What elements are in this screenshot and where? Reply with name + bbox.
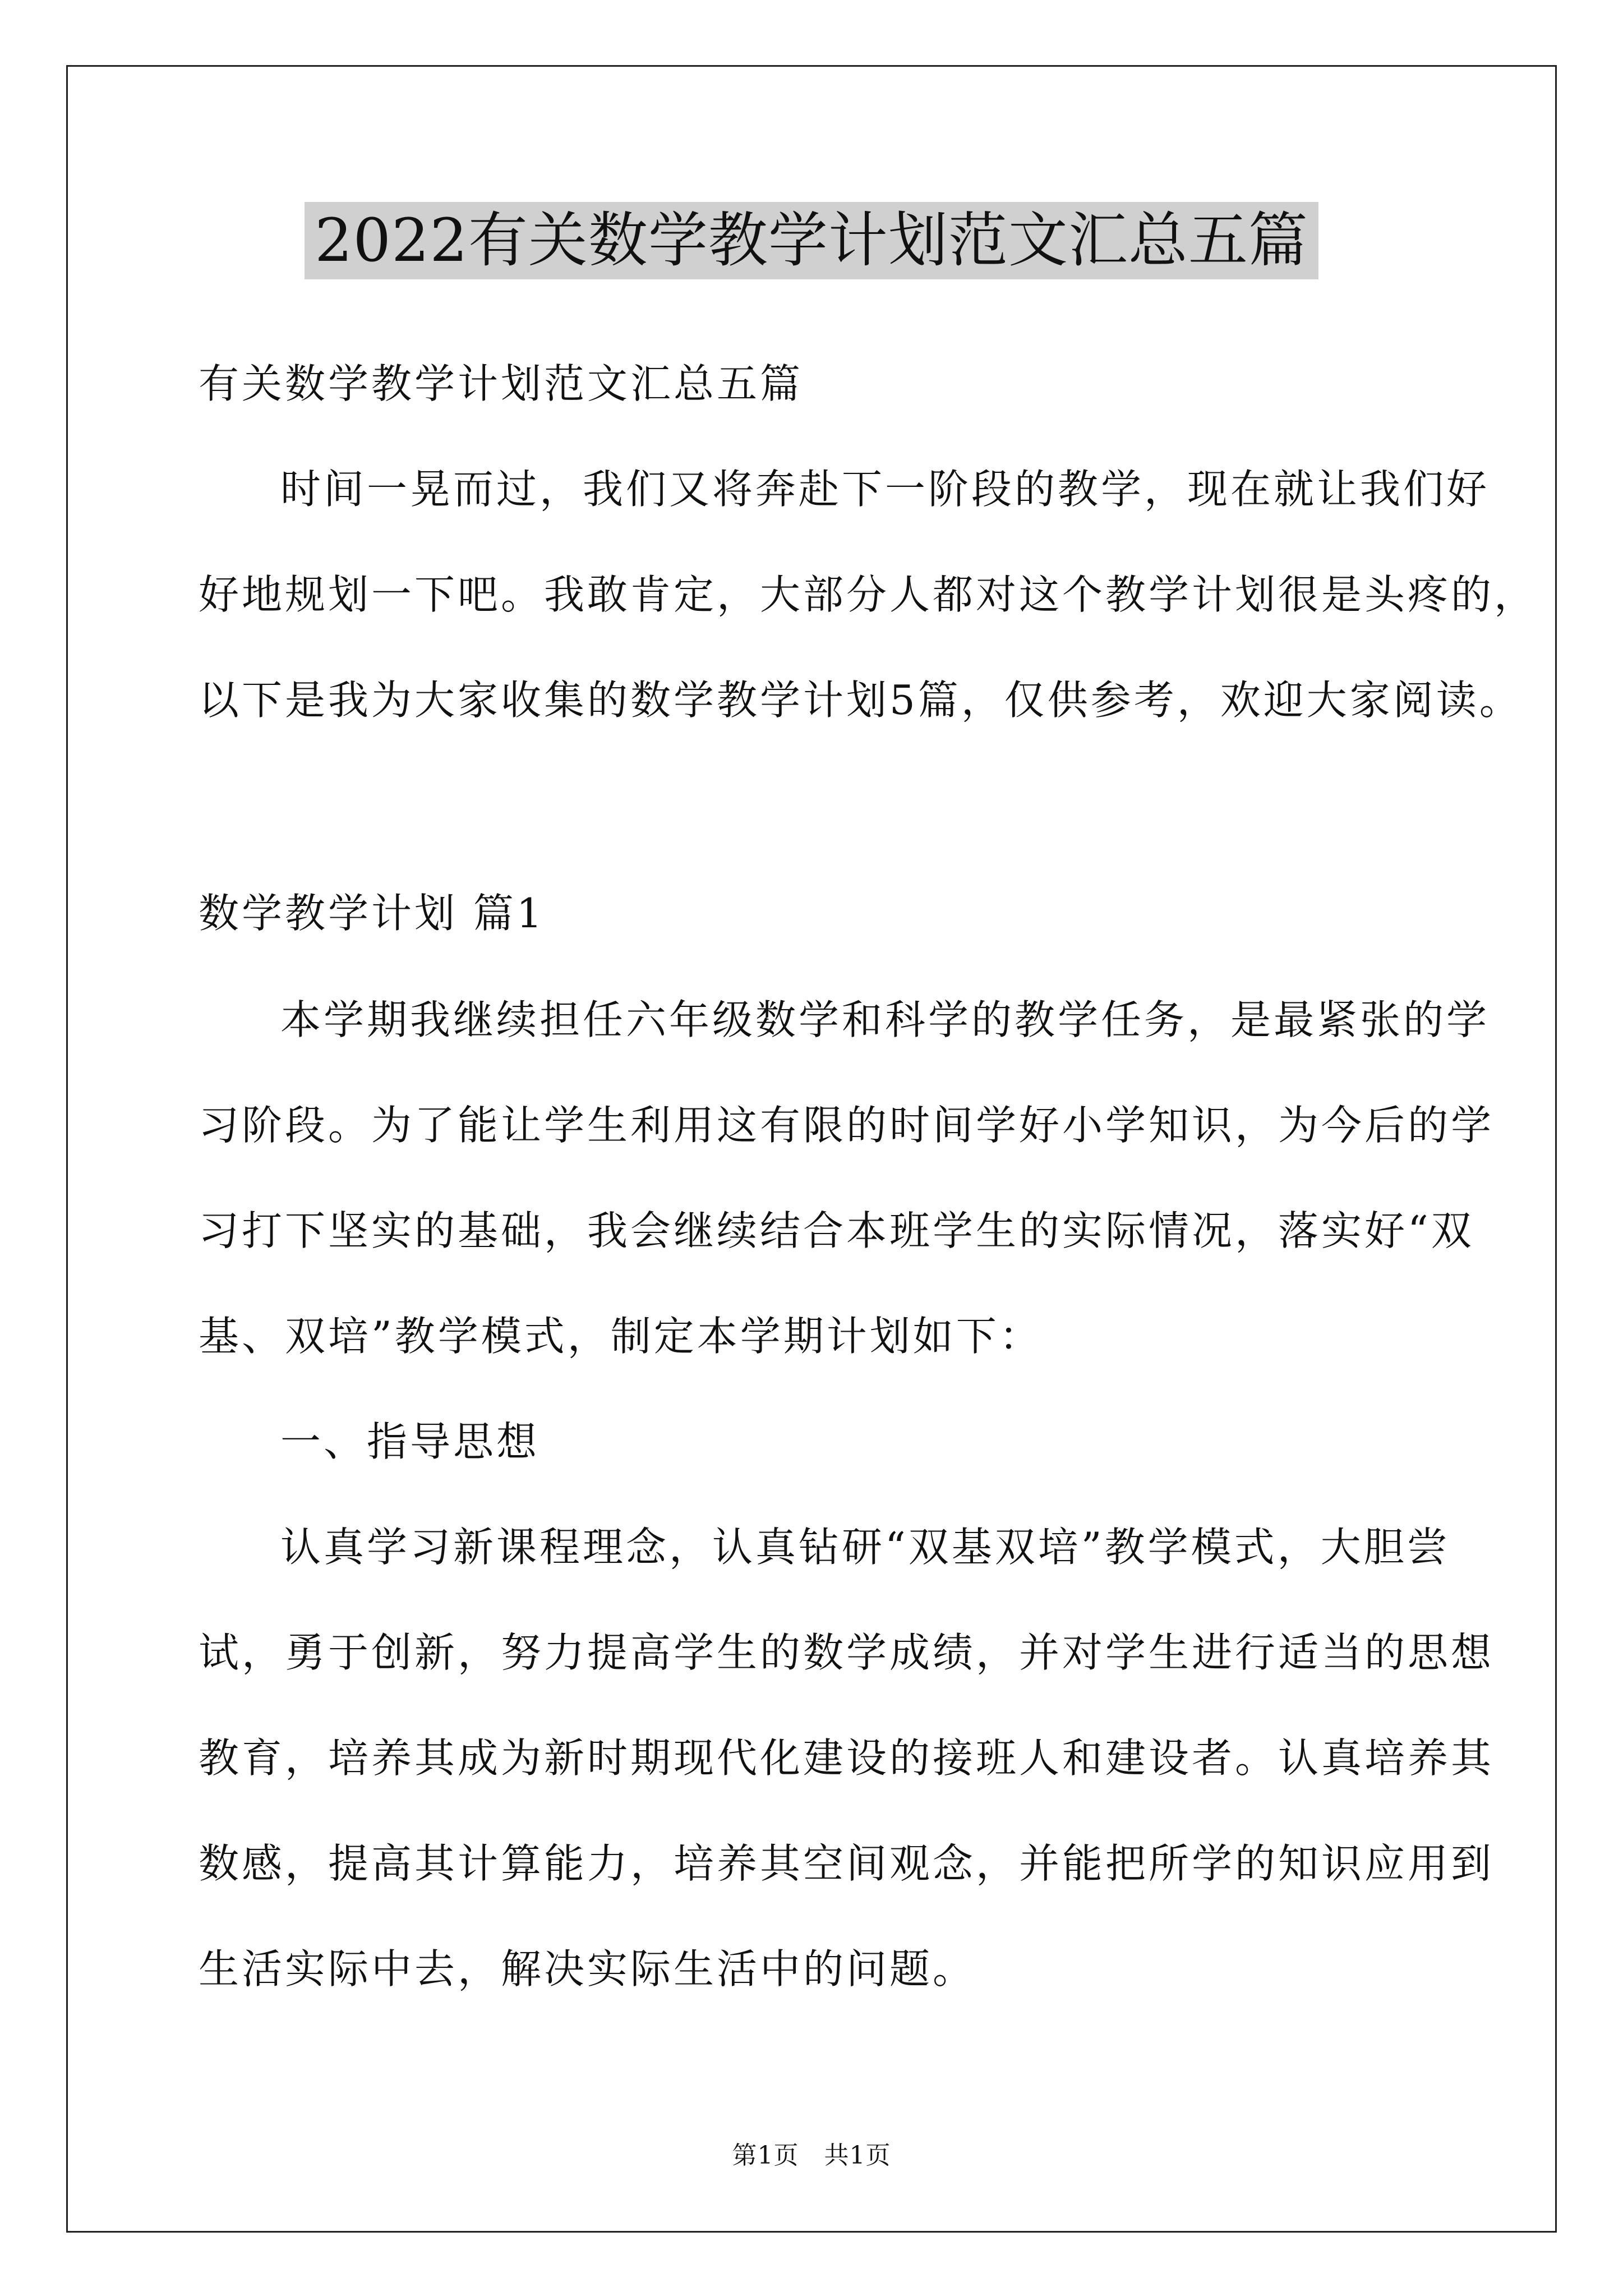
section-line: 本学期我继续担任六年级数学和科学的教学任务，是最紧张的学 (280, 996, 1490, 1043)
section-line: 基、双培”教学模式，制定本学期计划如下： (199, 1313, 1043, 1360)
intro-line: 以下是我为大家收集的数学教学计划5篇，仅供参考，欢迎大家阅读。 (199, 677, 1523, 724)
document-subtitle: 有关数学教学计划范文汇总五篇 (199, 360, 804, 407)
section-line: 习阶段。为了能让学生利用这有限的时间学好小学知识，为今后的学 (199, 1102, 1495, 1149)
intro-line: 好地规划一下吧。我敢肯定，大部分人都对这个教学计划很是头疼的， (199, 571, 1538, 618)
guide-line: 教育，培养其成为新时期现代化建设的接班人和建设者。认真培养其 (199, 1734, 1495, 1782)
document-title-text: 2022有关数学教学计划范文汇总五篇 (305, 202, 1318, 279)
section-line: 习打下坚实的基础，我会继续结合本班学生的实际情况，落实好“双 (199, 1207, 1474, 1254)
page-footer: 第1页 共1页 (732, 2141, 891, 2170)
section-heading: 数学教学计划 篇1 (199, 890, 545, 937)
subheading: 一、指导思想 (280, 1418, 540, 1465)
guide-line: 认真学习新课程理念，认真钻研“双基双培”教学模式，大胆尝 (280, 1524, 1450, 1571)
guide-line: 数感，提高其计算能力，培养其空间观念，并能把所学的知识应用到 (199, 1840, 1495, 1887)
guide-line: 生活实际中去，解决实际生活中的问题。 (199, 1945, 976, 1993)
intro-line: 时间一晃而过，我们又将奔赴下一阶段的教学，现在就让我们好 (280, 466, 1490, 513)
document-title (0, 202, 1623, 279)
guide-line: 试，勇于创新，努力提高学生的数学成绩，并对学生进行适当的思想 (199, 1629, 1495, 1676)
